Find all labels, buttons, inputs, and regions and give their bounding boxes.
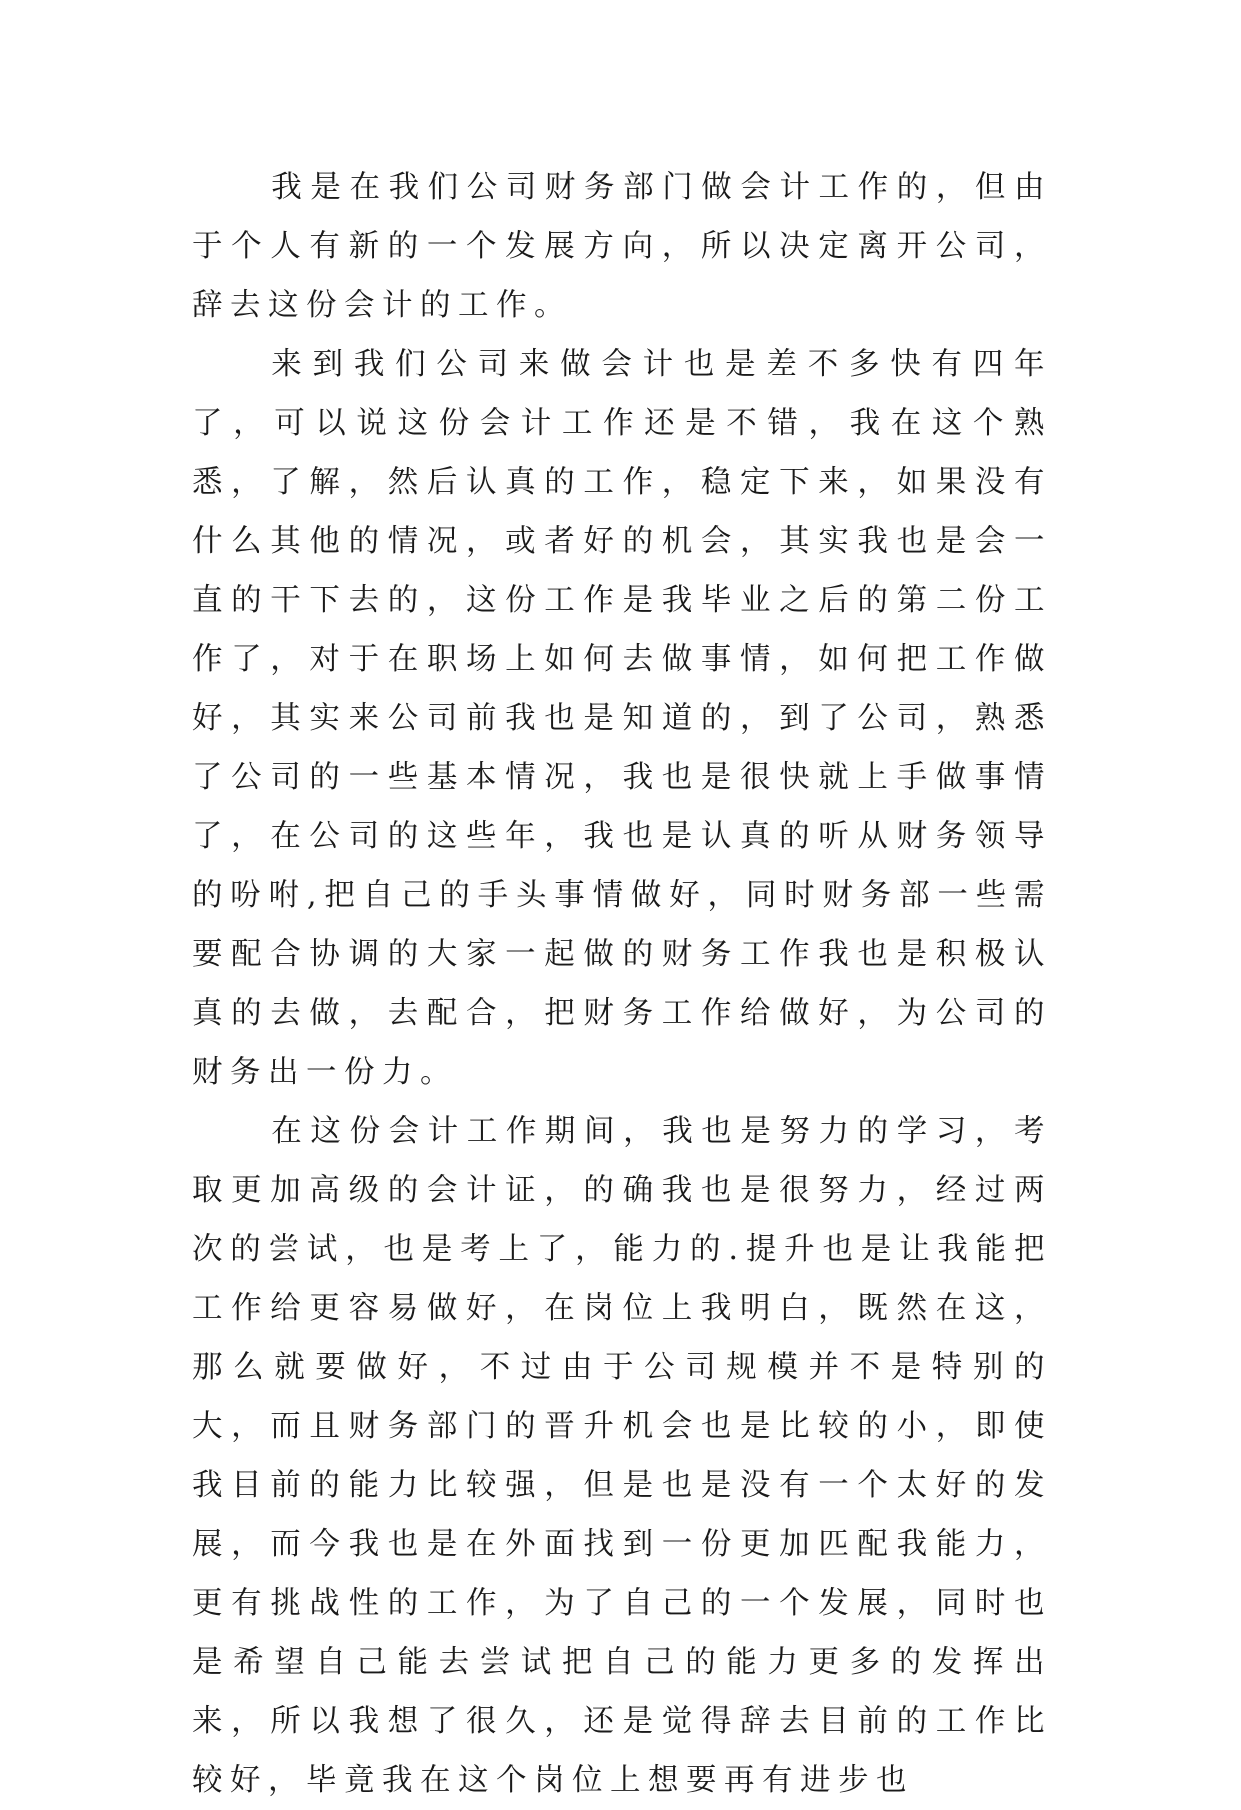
paragraph-2: 来到我们公司来做会计也是差不多快有四年了，可以说这份会计工作还是不错，我在这个熟悉，了解，然后认真的工作，稳定下来，如果没有什么其他的情况，或者好的机会，其实我也是会一直的干下去的，这份工作是我毕业之后的第二份工作了，对于在职场上如何去做事情，如何把工作做好，其实来公司前我也是知道的，到了公司，熟悉了公司的一些基本情况，我也是很快就上手做事情了，在公司的这些年，我也是认真的听从财务领导的吩咐,把自己的手头事情做好，同时财务部一些需要配合协调的大家一起做的财务工作我也是积极认真的去做，去配合，把财务工作给做好，为公司的财务出一份力。 xyxy=(192,347,1052,1090)
document-body xyxy=(192,158,1052,1810)
paragraph-1: 我是在我们公司财务部门做会计工作的，但由于个人有新的一个发展方向，所以决定离开公司，辞去这份会计的工作。 xyxy=(192,170,1052,323)
paragraph-3: 在这份会计工作期间，我也是努力的学习，考取更加高级的会计证，的确我也是很努力，经过两次的尝试，也是考上了，能力的.提升也是让我能把工作给更容易做好，在岗位上我明白，既然在这，那么就要做好，不过由于公司规模并不是特别的大，而且财务部门的晋升机会也是比较的小，即使我目前的能力比较强，但是也是没有一个太好的发展，而今我也是在外面找到一份更加匹配我能力，更有挑战性的工作，为了自己的一个发展，同时也是希望自己能去尝试把自己的能力更多的发挥出来，所以我想了很久，还是觉得辞去目前的工作比较好，毕竟我在这个岗位上想要再有进步也 xyxy=(192,1114,1052,1798)
